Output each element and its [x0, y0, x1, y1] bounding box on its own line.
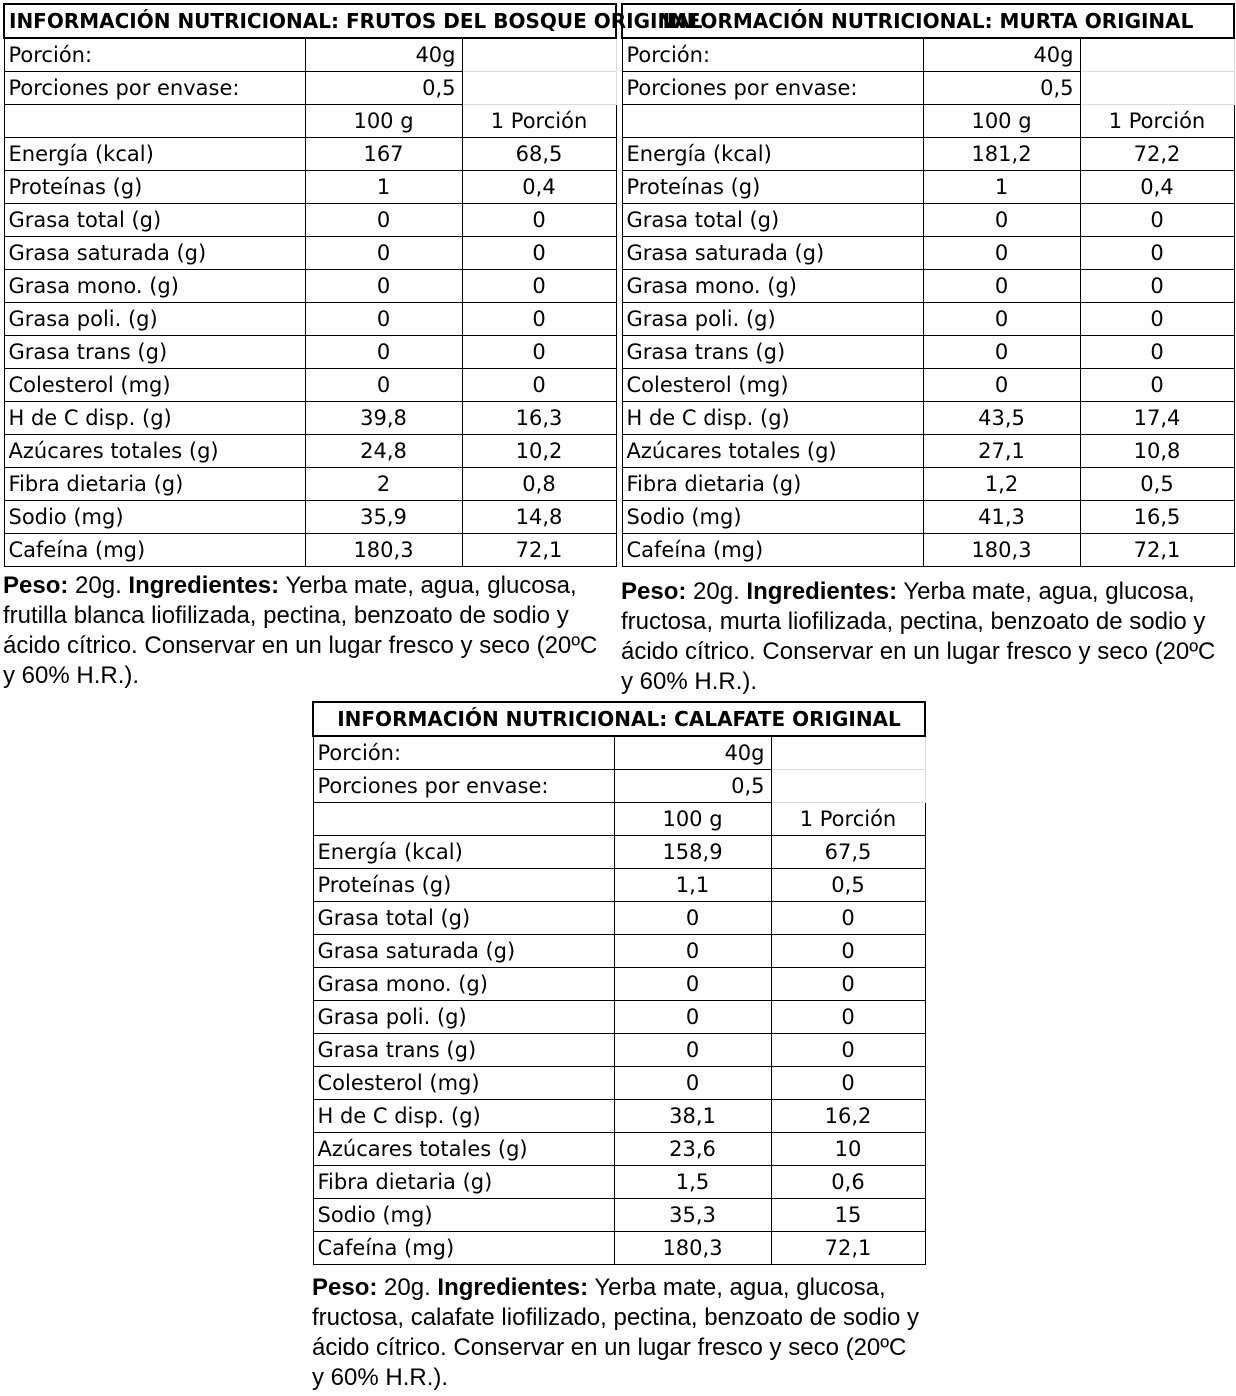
servings-row: [622, 72, 1234, 105]
empty-cell: [771, 770, 925, 803]
nutrient-value-portion: 72,1: [1080, 534, 1234, 567]
nutrient-row: [622, 237, 1234, 270]
nutrient-row: [622, 402, 1234, 435]
nutrient-row: [313, 902, 925, 935]
peso-label: Peso:: [621, 578, 687, 605]
nutrient-row: [4, 402, 616, 435]
nutrient-row: [313, 935, 925, 968]
nutrient-value-portion: 0: [462, 237, 616, 270]
nutrient-row: [622, 468, 1234, 501]
ingredientes-text: Yerba mate, agua, glucosa, fructosa, calafate liofilizado, pectina, benzoato de sodio y ácido cítrico. Conservar en un lugar fresco y seco (20ºC y 60% H.R.).: [312, 1274, 920, 1391]
nutrient-value-100g: 0: [923, 336, 1080, 369]
servings-row: [313, 770, 925, 803]
nutrient-name: Colesterol (mg): [4, 369, 305, 402]
nutrient-value-100g: 0: [614, 1001, 771, 1034]
nutrient-value-100g: 35,3: [614, 1199, 771, 1232]
nutrient-value-portion: 14,8: [462, 501, 616, 534]
nutrient-name: H de C disp. (g): [313, 1100, 614, 1133]
nutrient-row: [4, 138, 616, 171]
empty-header-cell: [4, 105, 305, 138]
nutrient-value-portion: 0,8: [462, 468, 616, 501]
nutrient-name: Grasa trans (g): [313, 1034, 614, 1067]
nutrient-value-portion: 15: [771, 1199, 925, 1232]
nutrient-name: Azúcares totales (g): [622, 435, 923, 468]
table-title-row: [313, 702, 925, 736]
portion-value: 40g: [923, 38, 1080, 72]
nutrient-row: [313, 836, 925, 869]
nutrient-name: Fibra dietaria (g): [313, 1166, 614, 1199]
peso-label: Peso:: [3, 572, 69, 599]
nutrient-row: [4, 468, 616, 501]
empty-cell: [1080, 38, 1234, 72]
nutrient-row: [313, 1100, 925, 1133]
nutrient-row: [4, 237, 616, 270]
nutrient-row: [313, 1232, 925, 1265]
nutrient-row: [313, 1199, 925, 1232]
table-title-row: [622, 4, 1234, 38]
nutrient-value-100g: 180,3: [305, 534, 462, 567]
nutrient-name: Grasa poli. (g): [4, 303, 305, 336]
nutrition-panel-frutos-del-bosque: [3, 3, 703, 691]
nutrient-name: Colesterol (mg): [313, 1067, 614, 1100]
nutrient-value-portion: 0: [771, 968, 925, 1001]
column-header-100g: 100 g: [305, 105, 462, 138]
nutrient-value-100g: 0: [923, 270, 1080, 303]
portion-row: [4, 38, 616, 72]
nutrient-row: [313, 968, 925, 1001]
servings-value: 0,5: [305, 72, 462, 105]
servings-value: 0,5: [614, 770, 771, 803]
nutrient-row: [313, 1133, 925, 1166]
nutrient-row: [622, 270, 1234, 303]
nutrient-row: [622, 171, 1234, 204]
nutrient-name: Grasa saturada (g): [622, 237, 923, 270]
nutrient-value-portion: 0: [771, 1067, 925, 1100]
servings-row: [4, 72, 616, 105]
nutrient-value-100g: 0: [305, 270, 462, 303]
nutrition-table: [312, 701, 926, 1265]
nutrient-name: Grasa poli. (g): [313, 1001, 614, 1034]
peso-value: 20g.: [68, 572, 129, 599]
ingredients-note: [3, 571, 615, 691]
portion-value: 40g: [305, 38, 462, 72]
nutrient-value-100g: 2: [305, 468, 462, 501]
nutrient-name: Grasa total (g): [622, 204, 923, 237]
portion-label: Porción:: [622, 38, 923, 72]
nutrient-value-portion: 0: [1080, 270, 1234, 303]
nutrient-rows: [313, 836, 925, 1265]
nutrient-name: Sodio (mg): [622, 501, 923, 534]
column-header-100g: 100 g: [923, 105, 1080, 138]
nutrient-value-portion: 72,1: [771, 1232, 925, 1265]
ingredientes-text: Yerba mate, agua, glucosa, frutilla blanca liofilizada, pectina, benzoato de sodio y ácido cítrico. Conservar en un lugar fresco y seco (20ºC y 60% H.R.).: [3, 572, 598, 689]
nutrient-row: [4, 534, 616, 567]
nutrient-value-portion: 68,5: [462, 138, 616, 171]
ingredients-note: [621, 577, 1233, 697]
nutrient-row: [4, 369, 616, 402]
nutrient-value-100g: 0: [305, 336, 462, 369]
nutrient-name: Grasa mono. (g): [313, 968, 614, 1001]
nutrient-value-portion: 67,5: [771, 836, 925, 869]
nutrient-value-portion: 10: [771, 1133, 925, 1166]
nutrient-row: [622, 138, 1234, 171]
portion-label: Porción:: [313, 736, 614, 770]
empty-cell: [771, 736, 925, 770]
nutrient-value-portion: 0: [462, 303, 616, 336]
nutrient-value-portion: 0: [462, 270, 616, 303]
nutrient-value-100g: 41,3: [923, 501, 1080, 534]
nutrient-value-100g: 1,1: [614, 869, 771, 902]
empty-cell: [462, 72, 616, 105]
nutrient-value-100g: 0: [614, 1034, 771, 1067]
nutrient-name: Grasa trans (g): [622, 336, 923, 369]
servings-label: Porciones por envase:: [4, 72, 305, 105]
nutrient-row: [313, 1166, 925, 1199]
nutrient-row: [4, 336, 616, 369]
nutrient-value-100g: 0: [614, 935, 771, 968]
portion-value: 40g: [614, 736, 771, 770]
nutrient-value-portion: 0,6: [771, 1166, 925, 1199]
nutrient-row: [313, 869, 925, 902]
nutrient-name: Grasa mono. (g): [4, 270, 305, 303]
nutrient-row: [4, 171, 616, 204]
nutrient-name: Grasa saturada (g): [313, 935, 614, 968]
nutrient-name: Cafeína (mg): [622, 534, 923, 567]
nutrient-value-portion: 0: [771, 902, 925, 935]
nutrient-name: Sodio (mg): [313, 1199, 614, 1232]
nutrient-value-portion: 0: [1080, 303, 1234, 336]
table-title-row: [4, 4, 616, 38]
empty-header-cell: [622, 105, 923, 138]
nutrient-value-portion: 72,2: [1080, 138, 1234, 171]
nutrient-value-100g: 23,6: [614, 1133, 771, 1166]
column-header-100g: 100 g: [614, 803, 771, 836]
nutrient-name: Grasa poli. (g): [622, 303, 923, 336]
portion-label: Porción:: [4, 38, 305, 72]
peso-label: Peso:: [312, 1274, 378, 1301]
nutrient-name: H de C disp. (g): [4, 402, 305, 435]
nutrient-name: Energía (kcal): [313, 836, 614, 869]
ingredientes-text: Yerba mate, agua, glucosa, fructosa, murta liofilizada, pectina, benzoato de sodio y ácido cítrico. Conservar en un lugar fresco y seco (20ºC y 60% H.R.).: [621, 578, 1216, 695]
nutrient-row: [622, 204, 1234, 237]
nutrient-value-portion: 0,4: [1080, 171, 1234, 204]
nutrient-name: Sodio (mg): [4, 501, 305, 534]
nutrient-name: Proteínas (g): [4, 171, 305, 204]
nutrient-value-portion: 10,8: [1080, 435, 1234, 468]
nutrient-name: H de C disp. (g): [622, 402, 923, 435]
column-header-row: [622, 105, 1234, 138]
nutrient-value-100g: 0: [614, 968, 771, 1001]
nutrient-row: [313, 1067, 925, 1100]
nutrient-value-portion: 0: [462, 369, 616, 402]
nutrient-row: [622, 501, 1234, 534]
portion-row: [622, 38, 1234, 72]
nutrient-name: Cafeína (mg): [4, 534, 305, 567]
nutrient-value-portion: 0: [1080, 369, 1234, 402]
nutrient-name: Grasa total (g): [313, 902, 614, 935]
nutrient-value-100g: 180,3: [923, 534, 1080, 567]
table-title: INFORMACIÓN NUTRICIONAL: CALAFATE ORIGINAL: [313, 702, 925, 736]
nutrient-rows: [4, 138, 616, 567]
nutrient-value-100g: 1,5: [614, 1166, 771, 1199]
nutrient-value-portion: 16,2: [771, 1100, 925, 1133]
column-header-portion: 1 Porción: [771, 803, 925, 836]
nutrient-row: [4, 270, 616, 303]
nutrient-row: [622, 336, 1234, 369]
nutrition-panel-murta: [621, 3, 1233, 697]
nutrient-row: [622, 435, 1234, 468]
nutrient-row: [4, 501, 616, 534]
column-header-portion: 1 Porción: [1080, 105, 1234, 138]
peso-value: 20g.: [686, 578, 747, 605]
nutrient-value-100g: 24,8: [305, 435, 462, 468]
nutrient-value-portion: 0: [771, 1034, 925, 1067]
nutrient-row: [313, 1001, 925, 1034]
nutrient-value-100g: 27,1: [923, 435, 1080, 468]
nutrient-name: Grasa trans (g): [4, 336, 305, 369]
servings-value: 0,5: [923, 72, 1080, 105]
empty-header-cell: [313, 803, 614, 836]
nutrient-value-100g: 38,1: [614, 1100, 771, 1133]
nutrient-value-portion: 16,3: [462, 402, 616, 435]
peso-value: 20g.: [377, 1274, 438, 1301]
nutrient-name: Azúcares totales (g): [4, 435, 305, 468]
nutrient-value-100g: 0: [923, 369, 1080, 402]
table-title: INFORMACIÓN NUTRICIONAL: FRUTOS DEL BOSQUE ORIGINAL: [4, 4, 616, 38]
nutrient-row: [4, 303, 616, 336]
nutrient-name: Fibra dietaria (g): [4, 468, 305, 501]
nutrient-value-portion: 16,5: [1080, 501, 1234, 534]
column-header-row: [4, 105, 616, 138]
nutrient-value-100g: 0: [305, 237, 462, 270]
empty-cell: [462, 38, 616, 72]
nutrient-row: [4, 435, 616, 468]
empty-cell: [1080, 72, 1234, 105]
nutrient-value-100g: 1: [305, 171, 462, 204]
nutrient-name: Energía (kcal): [622, 138, 923, 171]
nutrient-value-100g: 0: [614, 902, 771, 935]
nutrient-value-portion: 10,2: [462, 435, 616, 468]
nutrient-row: [622, 303, 1234, 336]
nutrition-table: [3, 3, 703, 567]
nutrient-value-100g: 167: [305, 138, 462, 171]
column-header-row: [313, 803, 925, 836]
nutrient-value-100g: 180,3: [614, 1232, 771, 1265]
nutrient-value-100g: 39,8: [305, 402, 462, 435]
nutrient-value-portion: 0: [1080, 237, 1234, 270]
nutrient-name: Cafeína (mg): [313, 1232, 614, 1265]
ingredientes-label: Ingredientes:: [128, 572, 280, 599]
ingredientes-label: Ingredientes:: [437, 1274, 589, 1301]
nutrient-value-100g: 0: [614, 1067, 771, 1100]
nutrient-value-portion: 0,5: [1080, 468, 1234, 501]
nutrient-rows: [622, 138, 1234, 567]
ingredientes-label: Ingredientes:: [746, 578, 898, 605]
nutrient-name: Energía (kcal): [4, 138, 305, 171]
nutrient-value-100g: 158,9: [614, 836, 771, 869]
nutrient-value-portion: 0,5: [771, 869, 925, 902]
nutrient-value-100g: 0: [305, 369, 462, 402]
nutrition-table: [621, 3, 1235, 567]
nutrient-name: Fibra dietaria (g): [622, 468, 923, 501]
nutrient-value-100g: 0: [923, 237, 1080, 270]
nutrient-name: Proteínas (g): [622, 171, 923, 204]
nutrient-name: Proteínas (g): [313, 869, 614, 902]
nutrient-name: Grasa total (g): [4, 204, 305, 237]
nutrient-value-portion: 0: [462, 204, 616, 237]
nutrient-value-100g: 0: [305, 303, 462, 336]
nutrient-row: [622, 369, 1234, 402]
nutrient-value-100g: 1: [923, 171, 1080, 204]
nutrient-row: [313, 1034, 925, 1067]
nutrient-value-100g: 35,9: [305, 501, 462, 534]
nutrient-value-portion: 0: [462, 336, 616, 369]
nutrient-name: Azúcares totales (g): [313, 1133, 614, 1166]
nutrient-value-100g: 0: [305, 204, 462, 237]
nutrient-value-portion: 0: [771, 935, 925, 968]
nutrient-value-portion: 0,4: [462, 171, 616, 204]
servings-label: Porciones por envase:: [622, 72, 923, 105]
nutrient-value-100g: 0: [923, 303, 1080, 336]
nutrient-value-portion: 0: [1080, 336, 1234, 369]
nutrient-value-portion: 0: [1080, 204, 1234, 237]
nutrient-value-100g: 43,5: [923, 402, 1080, 435]
nutrient-value-portion: 17,4: [1080, 402, 1234, 435]
nutrient-row: [622, 534, 1234, 567]
nutrient-value-100g: 0: [923, 204, 1080, 237]
nutrient-row: [4, 204, 616, 237]
nutrient-value-100g: 181,2: [923, 138, 1080, 171]
nutrient-value-portion: 0: [771, 1001, 925, 1034]
nutrient-value-portion: 72,1: [462, 534, 616, 567]
nutrient-name: Grasa saturada (g): [4, 237, 305, 270]
nutrient-name: Colesterol (mg): [622, 369, 923, 402]
nutrient-value-100g: 1,2: [923, 468, 1080, 501]
column-header-portion: 1 Porción: [462, 105, 616, 138]
ingredients-note: [312, 1273, 924, 1393]
servings-label: Porciones por envase:: [313, 770, 614, 803]
table-title: INFORMACIÓN NUTRICIONAL: MURTA ORIGINAL: [622, 4, 1234, 38]
nutrition-panel-calafate: [312, 701, 924, 1393]
nutrient-name: Grasa mono. (g): [622, 270, 923, 303]
portion-row: [313, 736, 925, 770]
